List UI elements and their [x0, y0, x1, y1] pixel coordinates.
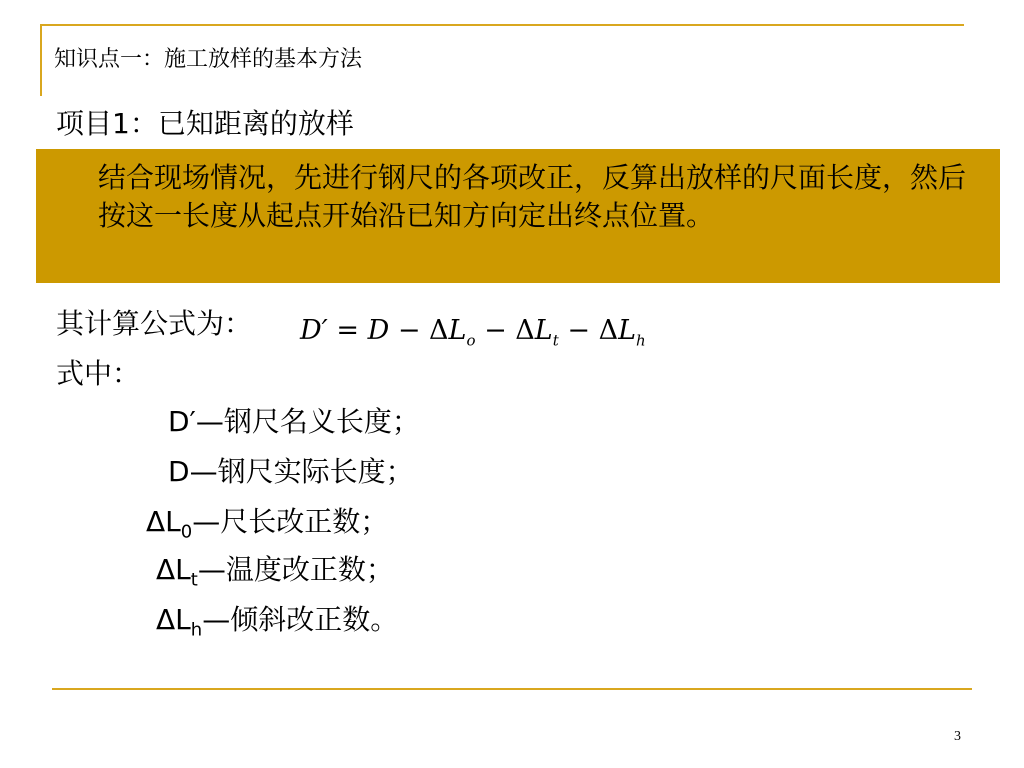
formula: [300, 314, 646, 357]
definition-desc: —温度改正数；: [197, 553, 394, 586]
definition-symbol: ΔL: [156, 553, 191, 586]
definition-item: [168, 404, 420, 440]
definition-symbol: ΔL: [146, 505, 181, 538]
page-number: 3: [954, 729, 961, 744]
definition-sub: t: [190, 569, 198, 591]
section-title: 项目1：已知距离的放样: [56, 107, 354, 140]
header-title: 知识点一：施工放样的基本方法: [54, 47, 363, 72]
formula-l-1: L: [448, 315, 467, 346]
formula-minus-2: −: [475, 315, 516, 346]
formula-lhs: D′: [300, 315, 328, 346]
formula-delta-1: Δ: [429, 315, 449, 346]
formula-minus-3: −: [558, 315, 599, 346]
formula-sub-o: o: [466, 331, 476, 350]
definition-desc: —倾斜改正数。: [202, 603, 399, 636]
formula-l-2: L: [534, 315, 553, 346]
bottom-rule: [52, 688, 972, 690]
definition-desc: —钢尺名义长度；: [195, 405, 420, 438]
left-rule: [40, 24, 42, 96]
formula-minus-1: −: [389, 315, 430, 346]
formula-equals: =: [327, 315, 368, 346]
top-rule: [40, 24, 964, 26]
where-label: 式中：: [56, 357, 141, 390]
definition-desc: —尺长改正数；: [192, 505, 389, 538]
definition-sub: h: [190, 619, 203, 641]
definition-item: [156, 602, 398, 649]
formula-label: 其计算公式为：: [56, 307, 253, 340]
definition-item: [146, 504, 388, 551]
definition-symbol: D: [168, 455, 190, 488]
formula-sub-h: h: [636, 331, 646, 350]
formula-l-3: L: [618, 315, 636, 346]
definition-symbol: ΔL: [156, 603, 191, 636]
formula-delta-2: Δ: [515, 315, 535, 346]
highlight-text: 结合现场情况，先进行钢尺的各项改正，反算出放样的尺面长度，然后按这一长度从起点开始沿已知方向定出终点位置。: [98, 161, 967, 232]
highlight-box: [36, 149, 1000, 283]
formula-delta-3: Δ: [598, 315, 619, 346]
definition-symbol: D′: [168, 405, 196, 438]
definition-item: [156, 552, 394, 599]
definition-sub: 0: [180, 521, 193, 543]
definition-item: [168, 454, 414, 490]
formula-d: D: [367, 315, 390, 346]
formula-sub-t: t: [552, 331, 559, 350]
definition-desc: —钢尺实际长度；: [189, 455, 414, 488]
